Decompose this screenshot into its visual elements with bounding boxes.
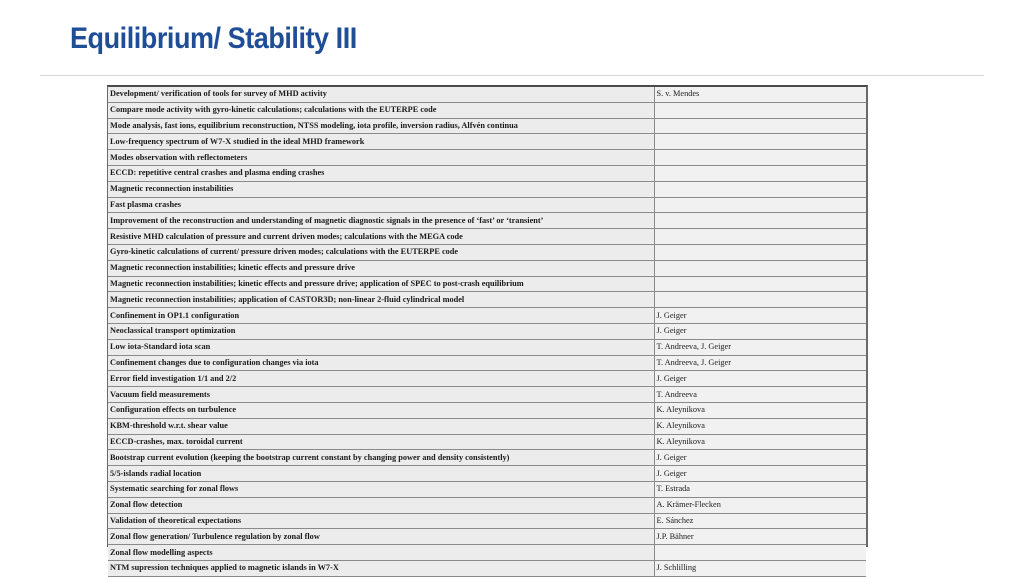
- responsible-person-cell: K. Aleynikova: [654, 418, 866, 434]
- task-cell: Low-frequency spectrum of W7-X studied in the ideal MHD framework: [108, 134, 654, 150]
- task-cell: Confinement changes due to configuration changes via iota: [108, 355, 654, 371]
- table-row: [108, 229, 866, 245]
- table-row: [108, 529, 866, 545]
- table-row: [108, 118, 866, 134]
- table-row: [108, 355, 866, 371]
- task-cell: KBM-threshold w.r.t. shear value: [108, 418, 654, 434]
- task-cell: Error field investigation 1/1 and 2/2: [108, 371, 654, 387]
- responsible-person-cell: J. Schlilling: [654, 560, 866, 576]
- responsible-person-cell: [654, 276, 866, 292]
- task-cell: Zonal flow detection: [108, 497, 654, 513]
- task-table-body: [108, 87, 866, 576]
- responsible-person-cell: [654, 118, 866, 134]
- task-table-container: [107, 85, 868, 573]
- task-cell: Confinement in OP1.1 configuration: [108, 308, 654, 324]
- responsible-person-cell: [654, 244, 866, 260]
- responsible-person-cell: J. Geiger: [654, 466, 866, 482]
- responsible-person-cell: T. Andreeva, J. Geiger: [654, 355, 866, 371]
- table-row: [108, 466, 866, 482]
- task-cell: NTM supression techniques applied to magnetic islands in W7-X: [108, 560, 654, 576]
- responsible-person-cell: S. v. Mendes: [654, 87, 866, 102]
- responsible-person-cell: [654, 292, 866, 308]
- table-row: [108, 244, 866, 260]
- task-cell: Neoclassical transport optimization: [108, 323, 654, 339]
- task-cell: Zonal flow modelling aspects: [108, 545, 654, 561]
- table-row: [108, 102, 866, 118]
- table-row: [108, 513, 866, 529]
- table-row: [108, 450, 866, 466]
- task-table: [108, 87, 866, 577]
- task-cell: Compare mode activity with gyro-kinetic calculations; calculations with the EUTERPE code: [108, 102, 654, 118]
- table-row: [108, 418, 866, 434]
- task-cell: Mode analysis, fast ions, equilibrium reconstruction, NTSS modeling, iota profile, inversion radius, Alfvén continua: [108, 118, 654, 134]
- task-cell: Resistive MHD calculation of pressure and current driven modes; calculations with the MEGA code: [108, 229, 654, 245]
- table-row: [108, 181, 866, 197]
- task-cell: Vacuum field measurements: [108, 387, 654, 403]
- responsible-person-cell: J. Geiger: [654, 450, 866, 466]
- table-row: [108, 150, 866, 166]
- responsible-person-cell: [654, 545, 866, 561]
- table-row: [108, 323, 866, 339]
- task-cell: 5/5-islands radial location: [108, 466, 654, 482]
- table-row: [108, 560, 866, 576]
- table-row: [108, 497, 866, 513]
- task-cell: Fast plasma crashes: [108, 197, 654, 213]
- title-divider: [40, 75, 984, 76]
- task-cell: Zonal flow generation/ Turbulence regulation by zonal flow: [108, 529, 654, 545]
- responsible-person-cell: T. Estrada: [654, 481, 866, 497]
- responsible-person-cell: [654, 134, 866, 150]
- table-row: [108, 165, 866, 181]
- responsible-person-cell: [654, 102, 866, 118]
- table-row: [108, 260, 866, 276]
- task-cell: Modes observation with reflectometers: [108, 150, 654, 166]
- responsible-person-cell: T. Andreeva: [654, 387, 866, 403]
- task-cell: Magnetic reconnection instabilities; application of CASTOR3D; non-linear 2-fluid cylindrical model: [108, 292, 654, 308]
- table-row: [108, 371, 866, 387]
- responsible-person-cell: [654, 181, 866, 197]
- task-cell: Systematic searching for zonal flows: [108, 481, 654, 497]
- table-row: [108, 292, 866, 308]
- task-cell: Validation of theoretical expectations: [108, 513, 654, 529]
- responsible-person-cell: [654, 197, 866, 213]
- responsible-person-cell: [654, 213, 866, 229]
- table-row: [108, 545, 866, 561]
- responsible-person-cell: T. Andreeva, J. Geiger: [654, 339, 866, 355]
- table-row: [108, 434, 866, 450]
- responsible-person-cell: A. Krämer-Flecken: [654, 497, 866, 513]
- task-cell: Configuration effects on turbulence: [108, 402, 654, 418]
- table-row: [108, 402, 866, 418]
- responsible-person-cell: K. Aleynikova: [654, 402, 866, 418]
- responsible-person-cell: [654, 260, 866, 276]
- responsible-person-cell: [654, 150, 866, 166]
- table-row: [108, 134, 866, 150]
- task-cell: Gyro-kinetic calculations of current/ pressure driven modes; calculations with the EUTERPE code: [108, 244, 654, 260]
- table-row: [108, 87, 866, 102]
- responsible-person-cell: E. Sánchez: [654, 513, 866, 529]
- responsible-person-cell: [654, 165, 866, 181]
- task-cell: Improvement of the reconstruction and understanding of magnetic diagnostic signals in the presence of ‘fast’ or ‘transient’: [108, 213, 654, 229]
- task-cell: ECCD-crashes, max. toroidal current: [108, 434, 654, 450]
- responsible-person-cell: K. Aleynikova: [654, 434, 866, 450]
- task-cell: ECCD: repetitive central crashes and plasma ending crashes: [108, 165, 654, 181]
- responsible-person-cell: J. Geiger: [654, 323, 866, 339]
- responsible-person-cell: J. Geiger: [654, 371, 866, 387]
- responsible-person-cell: [654, 229, 866, 245]
- table-row: [108, 213, 866, 229]
- task-cell: Bootstrap current evolution (keeping the bootstrap current constant by changing power and density consistently): [108, 450, 654, 466]
- table-row: [108, 339, 866, 355]
- task-cell: Development/ verification of tools for survey of MHD activity: [108, 87, 654, 102]
- table-row: [108, 481, 866, 497]
- table-row: [108, 387, 866, 403]
- task-cell: Low iota-Standard iota scan: [108, 339, 654, 355]
- table-row: [108, 308, 866, 324]
- slide-title: Equilibrium/ Stability III: [70, 22, 357, 55]
- task-cell: Magnetic reconnection instabilities; kinetic effects and pressure drive; application of SPEC to post-crash equilibrium: [108, 276, 654, 292]
- task-cell: Magnetic reconnection instabilities; kinetic effects and pressure drive: [108, 260, 654, 276]
- responsible-person-cell: J.P. Bähner: [654, 529, 866, 545]
- table-row: [108, 276, 866, 292]
- table-row: [108, 197, 866, 213]
- task-cell: Magnetic reconnection instabilities: [108, 181, 654, 197]
- responsible-person-cell: J. Geiger: [654, 308, 866, 324]
